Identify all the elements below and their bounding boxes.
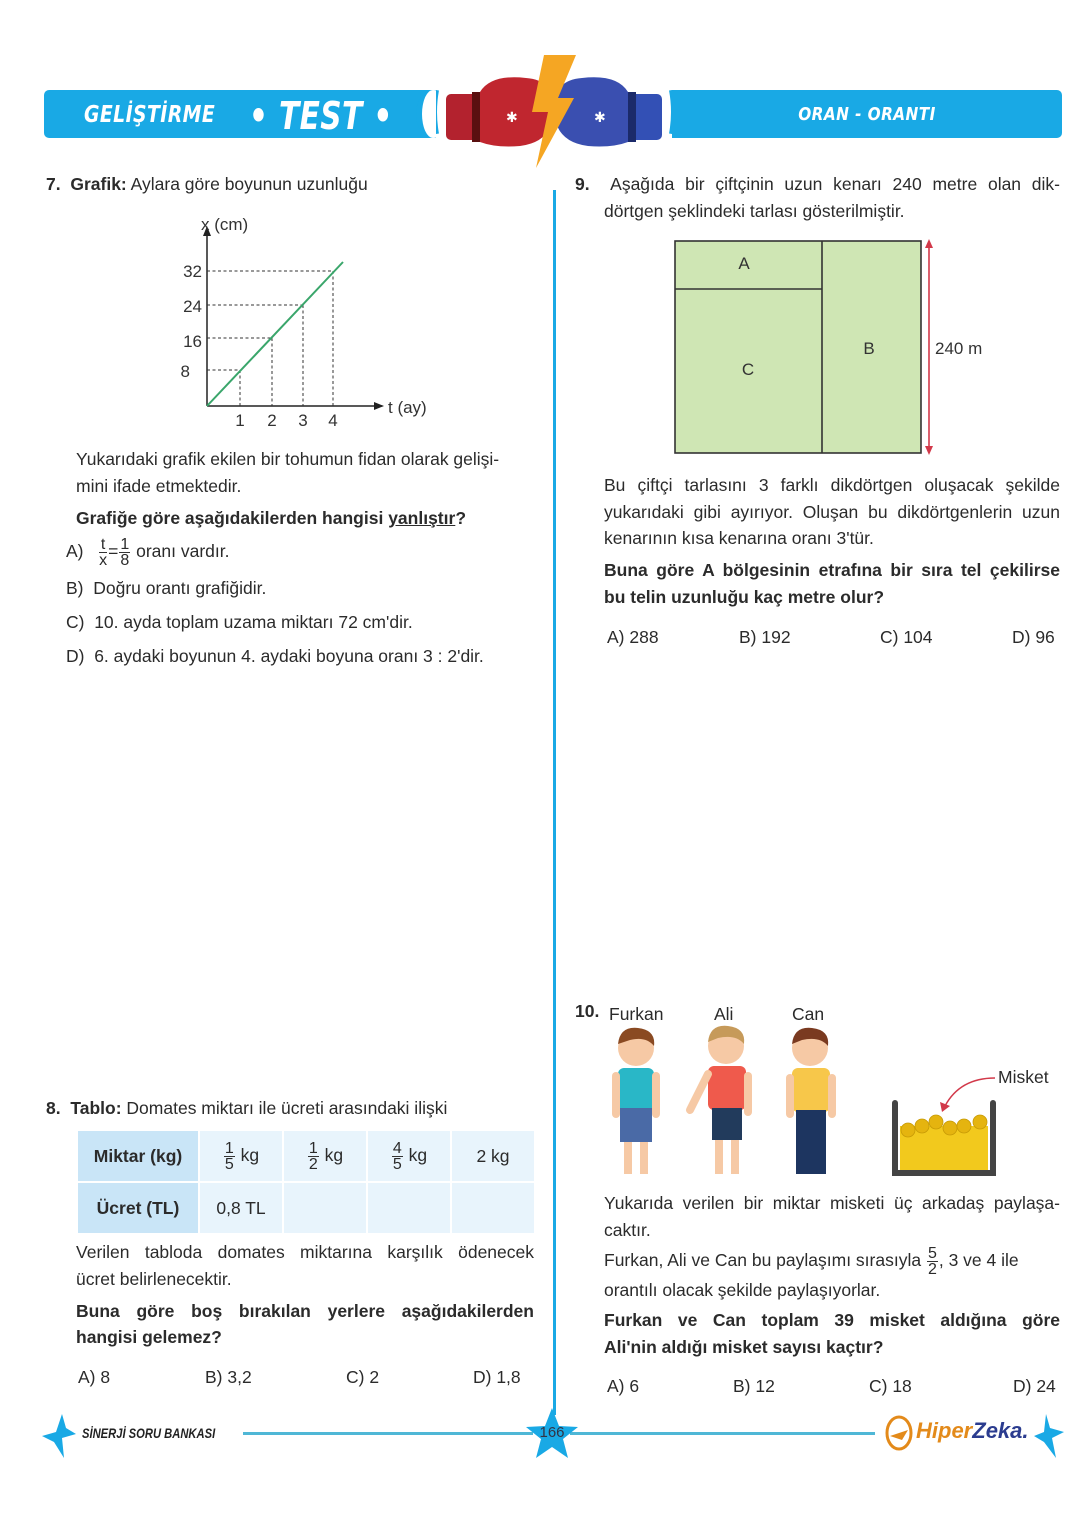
q8-title: Domates miktarı ile ücreti arasındaki ilişki [126,1098,448,1118]
section-title: GELİŞTİRME [84,102,216,128]
q7-text-line: Yukarıdaki grafik ekilen bir tohumun fidan olarak gelişi- [76,449,500,469]
brand-name [916,1418,1029,1444]
x-tick: 3 [298,411,308,430]
name-ali: Ali [714,1004,734,1024]
column-divider [553,190,556,1415]
x-axis-label: t (ay) [388,398,427,417]
q8-question [76,1298,534,1325]
page-number: 166 [539,1424,565,1441]
q9-text-line: kenarının kısa kenarına oranı 3'tür. [604,528,874,548]
q9-text-line: Bu çiftçi tarlasını 3 farklı dikdörtgen oluşacak şekilde [604,475,1060,495]
name-can: Can [792,1004,825,1024]
region-a-label: A [738,254,750,273]
y-tick: 16 [183,332,202,351]
q7-option-a[interactable]: A) $\frac{t}{x}$ = $\frac{1}{8}$ oranı vardır. [66,536,230,569]
q8-option-a[interactable]: A) 8 [78,1367,111,1387]
option-text: Doğru orantı grafiğidir. [93,578,267,598]
table-row [78,1183,534,1233]
q7-option-d[interactable] [66,646,484,667]
boy-can-illustration [786,1028,836,1174]
q9-text-line: dörtgen şeklindeki tarlası gösterilmiştir. [604,200,905,221]
y-tick: 8 [180,362,190,381]
table-header: Miktar (kg) [78,1131,198,1181]
name-furkan: Furkan [609,1004,664,1024]
q8-text-line: ücret belirlenecektir. [76,1269,232,1289]
q10-text-line: caktır. [604,1219,651,1240]
q10-option-d[interactable]: D) 24 [1013,1376,1056,1396]
q8-question-2 [76,1324,222,1351]
option-text: 10. ayda toplam uzama miktarı 72 cm'dir. [94,612,413,632]
option-label: D) [66,646,85,666]
table-cell: 2 kg [452,1131,534,1181]
q10-option-c[interactable]: C) 18 [869,1376,912,1396]
table-cell-blank [284,1183,366,1233]
q10-text-segment: Furkan, Ali ve Can bu paylaşımı sırasıyla [604,1250,926,1271]
q7-option-b[interactable] [66,578,266,599]
q8-label: Tablo: [70,1098,122,1118]
q8-option-c[interactable]: C) 2 [346,1367,380,1387]
q10-option-b[interactable]: B) 12 [733,1376,775,1396]
option-text: oranı vardır. [131,541,230,562]
q10-illustration [590,1020,1060,1185]
q9-field-diagram [670,236,1010,458]
q7-text-line: mini ifade etmektedir. [76,475,242,496]
region-b-label: B [863,339,875,358]
q8-number: 8. [46,1098,61,1118]
q9-text-line: yukarıdaki gibi ayırıyor. Oluşan bu dikdörtgenlerin uzun [604,501,1060,522]
q7-title: Aylara göre boyunun uzunluğu [130,174,368,194]
brand-part: Zeka. [972,1418,1029,1443]
q8-question-line: Buna göre boş bırakılan yerlere aşağıdakilerden [76,1301,534,1321]
option-text: 6. aydaki boyunun 4. aydaki boyuna oranı 3 : 2'dir. [94,646,484,666]
q8-option-b[interactable]: B) 3,2 [205,1367,252,1387]
test-title: • TEST • 08 [249,94,393,182]
y-tick: 32 [183,262,202,281]
misket-label: Misket [998,1067,1049,1087]
footer-line-left [243,1432,533,1435]
table-cell: $\frac{1}{2}$ kg [284,1131,366,1181]
boy-furkan-illustration [612,1028,660,1174]
q9-option-d[interactable]: D) 96 [1012,627,1055,647]
table-cell: $\frac{4}{5}$ kg [368,1131,450,1181]
footer-star-right-icon [1034,1414,1066,1458]
table-cell: 0,8 TL [200,1183,282,1233]
svg-text:✱: ✱ [506,110,518,126]
fraction: $\frac{1}{8}$ [120,536,130,569]
q10-description [604,1190,1060,1243]
fraction: $\frac{t}{x}$ [99,536,108,569]
y-tick: 24 [183,297,202,316]
boxing-gloves-icon [436,50,672,175]
q9-text-line: Aşağıda bir çiftçinin uzun kenarı 240 metre olan dik- [610,174,1060,194]
q8-text-line: Verilen tabloda domates miktarına karşılık ödenecek [76,1242,534,1262]
dimension-label: 240 m [935,339,983,358]
q9-option-b[interactable]: B) 192 [739,627,791,647]
q10-question [604,1307,1060,1360]
q9-heading [575,171,1060,224]
option-label: B) [66,578,84,598]
q10-option-a[interactable]: A) 6 [607,1376,640,1396]
q9-number: 9. [575,174,590,194]
brand-logo-icon [884,1414,914,1452]
x-tick: 1 [235,411,245,430]
x-tick: 2 [267,411,277,430]
table-cell: $\frac{1}{5}$ kg [200,1131,282,1181]
q7-label: Grafik: [70,174,127,194]
q10-ratio-text [604,1246,1060,1304]
q9-option-c[interactable]: C) 104 [880,627,933,647]
option-label: A) [66,541,84,562]
q7-description [76,446,536,499]
x-tick: 4 [328,411,338,430]
q9-description [604,472,1060,552]
q8-price-table [76,1129,536,1235]
svg-text:✱: ✱ [594,110,606,126]
q10-question-line: Ali'nin aldığı misket sayısı kaçtır? [604,1336,884,1357]
q7-question-emphasis: yanlıştır [388,508,456,528]
q7-heading [46,171,368,198]
q10-text-line: orantılı olacak şekilde paylaşıyorlar. [604,1280,881,1300]
footer-line-right [570,1432,875,1435]
q9-question [604,557,1060,610]
q10-text-segment: , 3 ve 4 ile [938,1250,1019,1271]
fraction: $\frac{5}{2}$ [927,1245,937,1278]
q8-option-d[interactable]: D) 1,8 [473,1367,521,1387]
q9-question-line: Buna göre A bölgesinin etrafına bir sıra tel çekilirse [604,560,1060,580]
y-axis-label: x (cm) [201,215,249,234]
q7-number: 7. [46,174,61,194]
table-header: Ücret (TL) [78,1183,198,1233]
q7-question [76,505,466,532]
q7-option-c[interactable] [66,612,413,633]
q9-option-a[interactable]: A) 288 [607,627,659,647]
topic-title: ORAN - ORANTI [798,104,936,125]
q7-line-chart [160,210,440,440]
q10-number: 10. [575,1001,600,1021]
q8-description [76,1239,534,1266]
table-cell-blank [452,1183,534,1233]
q10-text-line: Yukarıda verilen bir miktar misketi üç arkadaş paylaşa- [604,1193,1060,1213]
footer-star-left-icon [42,1414,76,1458]
table-row [78,1131,534,1181]
series-name: SİNERJİ SORU BANKASI [82,1425,216,1441]
q10-question-line: Furkan ve Can toplam 39 misket aldığına göre [604,1310,1060,1330]
header-left-banner [44,90,436,182]
marble-basket-illustration [892,1078,996,1176]
header-right-banner [672,90,1062,138]
q9-question-line: bu telin uzunluğu kaç metre olur? [604,586,885,607]
q7-question-mark: ? [455,508,467,528]
q8-description-2 [76,1266,232,1293]
q8-question-line: hangisi gelemez? [76,1327,222,1347]
region-c-label: C [741,360,755,379]
boy-ali-illustration [690,1026,752,1174]
table-cell-blank [368,1183,450,1233]
option-label: C) [66,612,85,632]
q7-question-text: Grafiğe göre aşağıdakilerden hangisi [76,508,389,528]
q8-heading [46,1095,447,1122]
brand-part: Hiper [916,1418,973,1443]
